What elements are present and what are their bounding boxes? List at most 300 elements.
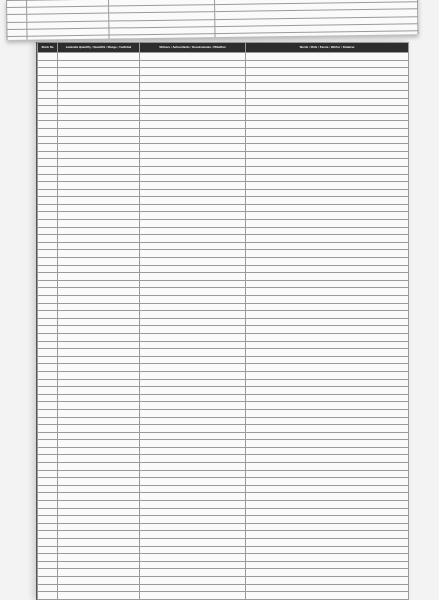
table-row [38,576,409,584]
cell-stock-no [38,546,58,554]
cell-quantity [58,341,140,349]
cell-quantity [58,326,140,334]
table-row [38,333,409,341]
cell-stickers [140,280,246,288]
cell-stock-no [38,592,58,600]
top-page-table [6,0,419,40]
cell-stickers [140,440,246,448]
cell-stickers [140,341,246,349]
cell-words [246,212,409,220]
cell-stickers [140,273,246,281]
cell-stickers [140,349,246,357]
table-row [38,485,409,493]
cell-stock-no [38,303,58,311]
cell-stickers [140,288,246,296]
table-row [38,90,409,98]
cell-quantity [58,349,140,357]
table-row [38,280,409,288]
cell-stickers [140,83,246,91]
cell-stickers [140,394,246,402]
cell-quantity [58,296,140,304]
cell-stickers [140,379,246,387]
cell-words [246,265,409,273]
cell-words [246,417,409,425]
cell-words [246,98,409,106]
cell-words [246,531,409,539]
cell-stickers [140,432,246,440]
cell-quantity [58,53,140,61]
cell-stickers [140,242,246,250]
cell-stickers [140,106,246,114]
table-row [38,341,409,349]
cell-words [246,250,409,258]
cell-quantity [58,447,140,455]
stock-table [37,42,409,600]
table-row [38,220,409,228]
cell-quantity [58,288,140,296]
table-row [38,379,409,387]
cell-stickers [140,197,246,205]
cell-words [246,326,409,334]
cell-stock-no [38,220,58,228]
cell-quantity [58,128,140,136]
cell-stock-no [38,364,58,372]
top-page-table-body [7,0,419,40]
table-row [38,98,409,106]
cell-stickers [140,166,246,174]
cell-stickers [140,75,246,83]
cell-quantity [58,364,140,372]
cell-words [246,569,409,577]
cell-stock-no [38,508,58,516]
table-row [38,349,409,357]
cell-quantity [58,121,140,129]
cell-quantity [58,258,140,266]
table-row [38,356,409,364]
table-row [38,197,409,205]
table-row [38,53,409,61]
cell-words [246,432,409,440]
cell-words [246,592,409,600]
main-page [36,42,409,600]
cell-stock-no [38,144,58,152]
cell-words [246,425,409,433]
cell-stickers [140,463,246,471]
cell-stickers [140,136,246,144]
cell-words [246,356,409,364]
header-stickers: Stickers / Autocollants / Decalcomanie / Etiketten [140,43,246,53]
cell-stickers [140,220,246,228]
cell-stickers [140,333,246,341]
cell-stock-no [38,204,58,212]
cell-stock-no [38,151,58,159]
cell-words [246,75,409,83]
cell-quantity [58,227,140,235]
cell-quantity [58,136,140,144]
cell-stickers [140,182,246,190]
table-row [38,128,409,136]
cell-stock-no [38,523,58,531]
table-row [38,440,409,448]
cell-stock-no [38,333,58,341]
cell-stickers [140,151,246,159]
table-row [38,516,409,524]
cell-stickers [140,265,246,273]
table-row [38,432,409,440]
cell-words [246,159,409,167]
cell-stock-no [38,394,58,402]
cell-stock-no [38,539,58,547]
table-row [38,394,409,402]
header-stock-no: Stock No [38,43,58,53]
cell-words [246,440,409,448]
table-row [38,371,409,379]
cell-stock-no [38,417,58,425]
cell-words [246,296,409,304]
cell-quantity [58,60,140,68]
cell-words [246,311,409,319]
table-row [38,409,409,417]
cell-quantity [58,554,140,562]
table-row [38,425,409,433]
cell-words [246,113,409,121]
table-row [38,592,409,600]
table-row [38,174,409,182]
cell-words [246,455,409,463]
cell-stock-no [38,409,58,417]
cell-stock-no [38,189,58,197]
table-row [38,159,409,167]
cell-stickers [140,144,246,152]
cell-stickers [140,212,246,220]
cell-words [246,493,409,501]
cell-words [246,68,409,76]
cell-quantity [58,539,140,547]
table-row [38,250,409,258]
cell-quantity [58,318,140,326]
cell-quantity [58,402,140,410]
table-row [38,151,409,159]
cell-words [246,128,409,136]
cell-words [246,349,409,357]
cell-stock-no [38,554,58,562]
cell-words [246,409,409,417]
cell-stickers [140,364,246,372]
cell-words [246,463,409,471]
cell-quantity [58,83,140,91]
table-row [38,364,409,372]
table-row [38,326,409,334]
cell-quantity [58,463,140,471]
header-words: Words / Mots / Parole / Wörter / Palabras [246,43,409,53]
cell-quantity [58,159,140,167]
top-page [6,0,419,40]
cell-words [246,189,409,197]
cell-words [246,53,409,61]
cell-quantity [58,197,140,205]
cell-stock-no [38,561,58,569]
cell-quantity [58,212,140,220]
cell-quantity [58,501,140,509]
table-row [38,402,409,410]
cell-words [246,227,409,235]
cell-stock-no [38,371,58,379]
cell-words [246,387,409,395]
cell-words [246,151,409,159]
table-row [38,258,409,266]
cell-stickers [140,303,246,311]
cell-words [246,447,409,455]
table-row [38,303,409,311]
cell-words [246,318,409,326]
cell-stock-no [38,569,58,577]
cell-stickers [140,455,246,463]
table-row [38,83,409,91]
cell-stickers [140,501,246,509]
cell-words [246,508,409,516]
cell-quantity [58,204,140,212]
cell-quantity [58,455,140,463]
cell-quantity [58,90,140,98]
cell-stock-no [38,531,58,539]
cell-quantity [58,220,140,228]
cell-quantity [58,242,140,250]
cell-words [246,561,409,569]
cell-stickers [140,561,246,569]
cell-stickers [140,478,246,486]
cell-stock-no [38,83,58,91]
cell-words [246,90,409,98]
cell-words [246,166,409,174]
cell-quantity [58,394,140,402]
cell-words [246,554,409,562]
cell-words [246,341,409,349]
cell-quantity [58,576,140,584]
cell-quantity [58,333,140,341]
cell-quantity [58,569,140,577]
cell-stock-no [38,318,58,326]
cell-stickers [140,485,246,493]
cell-stock-no [38,470,58,478]
cell-stickers [140,523,246,531]
table-row [38,204,409,212]
cell-stickers [140,516,246,524]
cell-stock-no [38,166,58,174]
table-row [38,235,409,243]
cell-words [246,394,409,402]
cell-quantity [58,432,140,440]
stock-table-body [38,53,409,600]
cell-words [246,546,409,554]
cell-stock-no [38,516,58,524]
table-row [38,455,409,463]
cell-quantity [58,470,140,478]
cell-stock-no [38,212,58,220]
cell-stickers [140,470,246,478]
cell-quantity [58,478,140,486]
cell-stock-no [38,447,58,455]
table-row [38,311,409,319]
cell-quantity [58,106,140,114]
cell-stickers [140,326,246,334]
cell-stickers [140,159,246,167]
table-row [38,470,409,478]
table-row [38,554,409,562]
cell-words [246,516,409,524]
cell-stickers [140,447,246,455]
cell-words [246,470,409,478]
cell-stock-no [38,341,58,349]
cell-stickers [140,204,246,212]
cell-quantity [58,280,140,288]
cell-words [246,144,409,152]
cell-words [246,364,409,372]
cell-stock-no [38,265,58,273]
cell-words [246,220,409,228]
cell-stickers [140,68,246,76]
cell-stock-no [7,36,27,40]
cell-stock-no [38,121,58,129]
cell-stock-no [38,311,58,319]
cell-stickers [140,258,246,266]
cell-stickers [140,569,246,577]
cell-stickers [140,227,246,235]
table-row [38,478,409,486]
table-row [38,60,409,68]
table-row [38,387,409,395]
cell-stickers [140,90,246,98]
table-row [38,463,409,471]
cell-stickers [140,371,246,379]
cell-stickers [140,113,246,121]
cell-quantity [58,584,140,592]
cell-quantity [58,417,140,425]
cell-quantity [58,265,140,273]
cell-stock-no [38,159,58,167]
cell-quantity [58,250,140,258]
cell-stickers [140,121,246,129]
cell-stock-no [38,128,58,136]
cell-stock-no [38,463,58,471]
cell-stock-no [38,113,58,121]
cell-stock-no [38,60,58,68]
cell-stickers [140,189,246,197]
cell-stock-no [38,432,58,440]
cell-quantity [58,508,140,516]
cell-quantity [58,113,140,121]
cell-quantity [58,273,140,281]
table-row [38,561,409,569]
cell-stickers [140,387,246,395]
cell-stickers [140,98,246,106]
cell-stock-no [38,440,58,448]
cell-words [246,121,409,129]
cell-quantity [58,379,140,387]
cell-words [246,303,409,311]
cell-stock-no [38,387,58,395]
cell-quantity [58,485,140,493]
cell-stock-no [38,501,58,509]
cell-stock-no [38,576,58,584]
cell-words [246,60,409,68]
cell-words [246,576,409,584]
table-row [38,318,409,326]
cell-words [246,83,409,91]
cell-stock-no [38,235,58,243]
table-row [38,417,409,425]
cell-words [246,379,409,387]
cell-quantity [58,546,140,554]
cell-stock-no [38,485,58,493]
cell-words [246,371,409,379]
cell-stickers [140,128,246,136]
cell-quantity [58,189,140,197]
cell-words [246,242,409,250]
cell-stickers [140,417,246,425]
cell-stock-no [38,379,58,387]
cell-stock-no [38,250,58,258]
table-row [38,546,409,554]
cell-stock-no [38,356,58,364]
cell-stickers [109,34,215,40]
cell-words [246,235,409,243]
cell-quantity [58,409,140,417]
cell-quantity [58,75,140,83]
cell-stock-no [38,349,58,357]
cell-stock-no [38,288,58,296]
cell-quantity [58,425,140,433]
cell-stock-no [38,197,58,205]
cell-stock-no [38,242,58,250]
table-row [38,144,409,152]
cell-stickers [140,425,246,433]
cell-stickers [140,53,246,61]
cell-stickers [140,508,246,516]
cell-quantity [58,356,140,364]
cell-stock-no [38,402,58,410]
cell-stock-no [38,493,58,501]
cell-words [246,501,409,509]
cell-stock-no [38,273,58,281]
cell-quantity [58,303,140,311]
cell-quantity [58,523,140,531]
cell-quantity [58,311,140,319]
cell-stock-no [38,182,58,190]
cell-stock-no [38,425,58,433]
cell-quantity [58,371,140,379]
cell-stock-no [38,455,58,463]
cell-stickers [140,539,246,547]
cell-quantity [58,592,140,600]
table-row [38,121,409,129]
cell-stickers [140,554,246,562]
table-row [38,265,409,273]
table-row [38,113,409,121]
cell-quantity [58,166,140,174]
cell-stock-no [38,68,58,76]
cell-quantity [58,561,140,569]
cell-words [246,485,409,493]
cell-quantity [58,440,140,448]
cell-stock-no [38,296,58,304]
cell-words [246,333,409,341]
cell-stickers [140,318,246,326]
cell-stickers [140,235,246,243]
cell-quantity [58,516,140,524]
table-row [38,189,409,197]
table-row [38,106,409,114]
table-header-row [38,43,409,53]
